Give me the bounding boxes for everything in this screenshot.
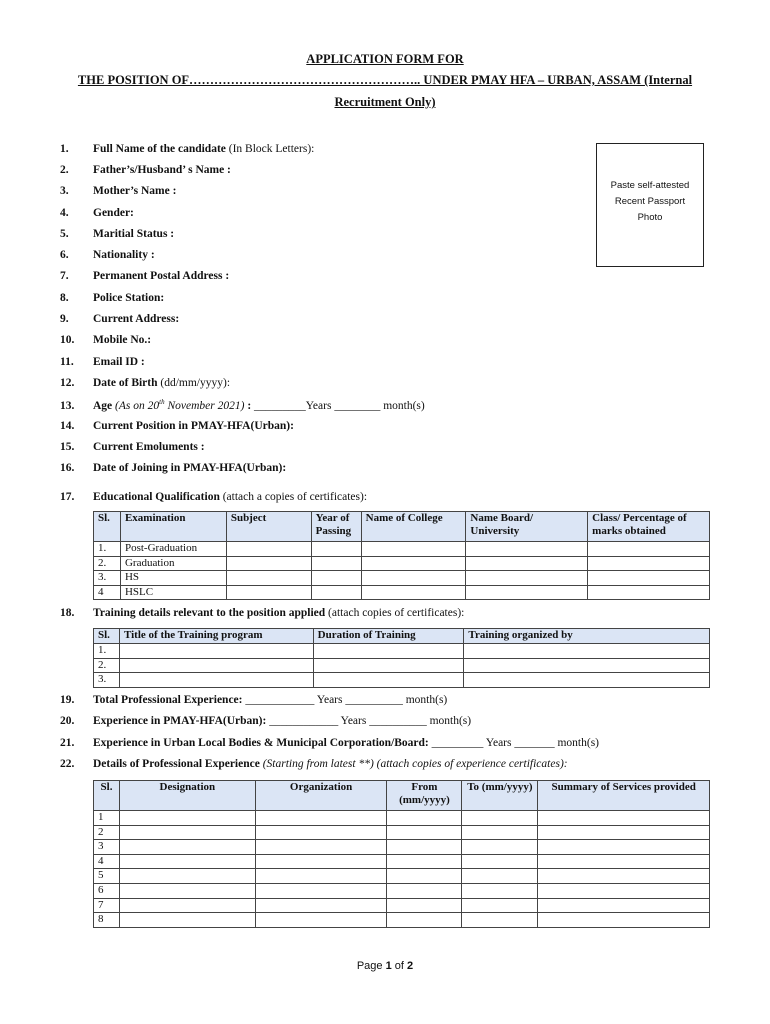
table-header-row [94, 629, 710, 644]
table-row [94, 644, 710, 659]
field-number: 13. [60, 399, 75, 412]
field-number: 12. [60, 377, 75, 389]
field-number: 2. [60, 164, 69, 176]
table-row [94, 854, 710, 869]
cell-organization[interactable] [255, 898, 387, 913]
cell-college[interactable] [361, 571, 466, 586]
section-professional-experience [60, 758, 568, 770]
cell-sl: 3. [94, 673, 120, 688]
table-row [94, 673, 710, 688]
photo-box-text-3: Photo [637, 212, 663, 223]
section-educational-qualification [60, 491, 367, 503]
field-gender[interactable] [60, 207, 134, 219]
field-label: Experience in Urban Local Bodies & Municipal Corporation/Board: [93, 737, 429, 749]
cell-sl: 1 [94, 811, 120, 826]
cell-subject[interactable] [226, 585, 311, 600]
cell-designation[interactable] [119, 869, 255, 884]
field-label: Current Position in PMAY-HFA(Urban): [93, 420, 294, 432]
cell-sl: 2. [94, 658, 120, 673]
field-label: Gender: [93, 207, 134, 219]
cell-to[interactable] [462, 869, 538, 884]
field-label: Nationality : [93, 249, 155, 261]
professional-experience-table [93, 780, 710, 928]
photo-box-text-2: Recent Passport [614, 196, 686, 207]
field-number: 10. [60, 334, 75, 346]
field-label: Date of Birth [93, 377, 158, 389]
section-note: (attach copies of certificates): [325, 607, 465, 619]
field-label: Maritial Status : [93, 228, 175, 240]
cell-organization[interactable] [255, 869, 387, 884]
cell-summary[interactable] [538, 854, 710, 869]
section-note: (attach a copies of certificates): [219, 491, 368, 503]
field-label: Current Emoluments : [93, 441, 205, 453]
field-number: 15. [60, 441, 75, 453]
cell-to[interactable] [462, 840, 538, 855]
cell-designation[interactable] [119, 913, 255, 928]
cell-subject[interactable] [226, 556, 311, 571]
age-note-post: November 2021) [164, 399, 248, 412]
field-label: Current Address: [93, 313, 180, 325]
cell-from[interactable] [387, 898, 462, 913]
table-row [94, 556, 710, 571]
age-note-pre: (As on 20 [112, 399, 160, 412]
field-blanks: ____________ Years __________ month(s) [266, 715, 472, 727]
age-colon: : [247, 399, 252, 412]
field-label: Mother’s Name : [93, 185, 177, 197]
cell-to[interactable] [462, 883, 538, 898]
cell-duration[interactable] [313, 644, 464, 659]
table-row [94, 869, 710, 884]
col-header-class-percentage: Class/ Percentage of marks obtained [588, 512, 710, 542]
cell-organization[interactable] [255, 913, 387, 928]
field-total-experience[interactable] [60, 694, 447, 706]
col-header-to: To (mm/yyyy) [462, 781, 538, 811]
cell-year[interactable] [311, 585, 361, 600]
field-label: Permanent Postal Address : [93, 270, 230, 282]
field-label: Email ID : [93, 356, 145, 368]
cell-to[interactable] [462, 854, 538, 869]
field-number: 3. [60, 185, 69, 197]
col-header-training-organizer: Training organized by [464, 629, 710, 644]
form-title-line-3: Recruitment Only) [334, 95, 436, 109]
field-permanent-address[interactable] [60, 270, 229, 282]
field-number: 5. [60, 228, 69, 240]
field-number: 20. [60, 715, 75, 727]
cell-examination: Post-Graduation [120, 542, 226, 557]
cell-designation[interactable] [119, 854, 255, 869]
cell-board[interactable] [466, 585, 588, 600]
cell-sl: 4 [94, 585, 121, 600]
table-row [94, 825, 710, 840]
col-header-year-of-passing: Year of Passing [311, 512, 361, 542]
col-header-board-university: Name Board/ University [466, 512, 588, 542]
col-header-designation: Designation [119, 781, 255, 811]
cell-college[interactable] [361, 542, 466, 557]
cell-summary[interactable] [538, 869, 710, 884]
footer-page-of: of [391, 960, 408, 972]
cell-examination: Graduation [120, 556, 226, 571]
field-number: 16. [60, 462, 75, 474]
field-ulb-experience[interactable] [60, 737, 599, 749]
cell-summary[interactable] [538, 811, 710, 826]
passport-photo-box[interactable] [596, 143, 704, 267]
cell-sl: 1. [94, 644, 120, 659]
field-nationality[interactable] [60, 249, 155, 261]
cell-sl: 2 [94, 825, 120, 840]
cell-organization[interactable] [255, 811, 387, 826]
field-current-address[interactable] [60, 313, 179, 325]
footer-page-total: 2 [407, 960, 414, 972]
cell-from[interactable] [387, 883, 462, 898]
field-current-position[interactable] [60, 420, 294, 432]
cell-designation[interactable] [119, 883, 255, 898]
field-label: Mobile No.: [93, 334, 152, 346]
cell-from[interactable] [387, 913, 462, 928]
cell-year[interactable] [311, 556, 361, 571]
section-label: Educational Qualification [93, 491, 220, 503]
cell-summary[interactable] [538, 898, 710, 913]
table-header-row [94, 781, 710, 811]
cell-organizer[interactable] [464, 658, 710, 673]
cell-summary[interactable] [538, 883, 710, 898]
field-date-of-joining[interactable] [60, 462, 286, 474]
cell-from[interactable] [387, 840, 462, 855]
cell-designation[interactable] [119, 811, 255, 826]
cell-marks[interactable] [588, 571, 710, 586]
field-number: 17. [60, 491, 75, 503]
field-label: Full Name of the candidate [93, 143, 226, 155]
cell-marks[interactable] [588, 556, 710, 571]
col-header-sl: Sl. [94, 512, 121, 542]
field-note: (In Block Letters): [225, 143, 315, 155]
field-mother-name[interactable] [60, 185, 176, 197]
field-note: (dd/mm/yyyy): [157, 377, 231, 389]
col-header-subject: Subject [226, 512, 311, 542]
section-label: Details of Professional Experience [93, 758, 260, 770]
field-blanks: _________ Years _______ month(s) [428, 737, 600, 749]
age-note-sup: th [159, 398, 165, 406]
cell-examination: HS [120, 571, 226, 586]
cell-year[interactable] [311, 571, 361, 586]
field-number: 4. [60, 207, 69, 219]
cell-title[interactable] [119, 673, 313, 688]
cell-summary[interactable] [538, 913, 710, 928]
section-note: (Starting from latest **) (attach copies of experience certificates): [259, 758, 568, 770]
cell-examination: HSLC [120, 585, 226, 600]
field-blanks: ____________ Years __________ month(s) [242, 694, 448, 706]
cell-sl: 4 [94, 854, 120, 869]
col-header-summary: Summary of Services provided [538, 781, 710, 811]
table-header-row [94, 512, 710, 542]
cell-organization[interactable] [255, 840, 387, 855]
col-header-name-of-college: Name of College [361, 512, 466, 542]
table-row [94, 913, 710, 928]
field-email-id[interactable] [60, 356, 145, 368]
cell-duration[interactable] [313, 658, 464, 673]
table-row [94, 571, 710, 586]
age-blanks: _________Years ________ month(s) [251, 399, 425, 412]
table-row [94, 542, 710, 557]
field-age[interactable] [60, 398, 425, 412]
cell-subject[interactable] [226, 542, 311, 557]
field-date-of-birth[interactable] [60, 377, 230, 389]
cell-to[interactable] [462, 898, 538, 913]
field-father-husband-name[interactable] [60, 164, 231, 176]
field-full-name[interactable] [60, 143, 314, 155]
cell-sl: 3 [94, 840, 120, 855]
field-label: Father’s/Husband’ s Name : [93, 164, 231, 176]
cell-from[interactable] [387, 825, 462, 840]
cell-sl: 1. [94, 542, 121, 557]
photo-box-text-1: Paste self-attested [610, 180, 690, 191]
field-pmay-experience[interactable] [60, 715, 471, 727]
table-row [94, 840, 710, 855]
table-row [94, 585, 710, 600]
field-number: 1. [60, 143, 69, 155]
col-header-sl: Sl. [94, 629, 120, 644]
col-header-examination: Examination [120, 512, 226, 542]
field-label: Police Station: [93, 292, 165, 304]
cell-designation[interactable] [119, 898, 255, 913]
cell-organization[interactable] [255, 883, 387, 898]
cell-marks[interactable] [588, 585, 710, 600]
cell-to[interactable] [462, 811, 538, 826]
cell-sl: 8 [94, 913, 120, 928]
cell-college[interactable] [361, 585, 466, 600]
cell-sl: 6 [94, 883, 120, 898]
field-number: 6. [60, 249, 69, 261]
col-header-training-title: Title of the Training program [119, 629, 313, 644]
cell-title[interactable] [119, 658, 313, 673]
cell-from[interactable] [387, 869, 462, 884]
table-row [94, 658, 710, 673]
table-row [94, 883, 710, 898]
section-training-details [60, 607, 464, 619]
field-mobile-no[interactable] [60, 334, 151, 346]
field-number: 19. [60, 694, 75, 706]
page-footer [0, 960, 770, 972]
field-number: 22. [60, 758, 75, 770]
cell-summary[interactable] [538, 840, 710, 855]
education-table [93, 511, 710, 600]
field-label: Total Professional Experience: [93, 694, 243, 706]
field-label: Experience in PMAY-HFA(Urban): [93, 715, 267, 727]
field-number: 18. [60, 607, 75, 619]
field-number: 14. [60, 420, 75, 432]
cell-duration[interactable] [313, 673, 464, 688]
training-table [93, 628, 710, 688]
cell-organization[interactable] [255, 854, 387, 869]
form-title-line-1: APPLICATION FORM FOR [306, 52, 464, 66]
cell-sl: 5 [94, 869, 120, 884]
cell-from[interactable] [387, 811, 462, 826]
field-number: 11. [60, 356, 74, 368]
cell-organizer[interactable] [464, 673, 710, 688]
col-header-training-duration: Duration of Training [313, 629, 464, 644]
field-number: 9. [60, 313, 69, 325]
cell-sl: 3. [94, 571, 121, 586]
cell-designation[interactable] [119, 840, 255, 855]
field-number: 21. [60, 737, 75, 749]
cell-college[interactable] [361, 556, 466, 571]
table-row [94, 811, 710, 826]
field-label: Date of Joining in PMAY-HFA(Urban): [93, 462, 287, 474]
section-label: Training details relevant to the position applied [93, 607, 326, 619]
cell-organization[interactable] [255, 825, 387, 840]
col-header-sl: Sl. [94, 781, 120, 811]
footer-page-prefix: Page [356, 960, 386, 972]
cell-year[interactable] [311, 542, 361, 557]
cell-marks[interactable] [588, 542, 710, 557]
cell-board[interactable] [466, 542, 588, 557]
cell-title[interactable] [119, 644, 313, 659]
cell-to[interactable] [462, 825, 538, 840]
cell-summary[interactable] [538, 825, 710, 840]
field-marital-status[interactable] [60, 228, 174, 240]
cell-designation[interactable] [119, 825, 255, 840]
cell-board[interactable] [466, 571, 588, 586]
field-number: 7. [60, 270, 69, 282]
cell-from[interactable] [387, 854, 462, 869]
cell-subject[interactable] [226, 571, 311, 586]
table-row [94, 898, 710, 913]
field-current-emoluments[interactable] [60, 441, 205, 453]
field-police-station[interactable] [60, 292, 164, 304]
col-header-organization: Organization [255, 781, 387, 811]
cell-sl: 7 [94, 898, 120, 913]
form-title-line-2: THE POSITION OF……………………………………………….. UNDER PMAY HFA – URBAN, ASSAM (Internal [77, 73, 693, 87]
cell-to[interactable] [462, 913, 538, 928]
field-number: 8. [60, 292, 69, 304]
cell-organizer[interactable] [464, 644, 710, 659]
field-label: Age [93, 399, 113, 412]
cell-sl: 2. [94, 556, 121, 571]
footer-page-number: 1 [385, 960, 392, 972]
col-header-from: From (mm/yyyy) [387, 781, 462, 811]
cell-board[interactable] [466, 556, 588, 571]
